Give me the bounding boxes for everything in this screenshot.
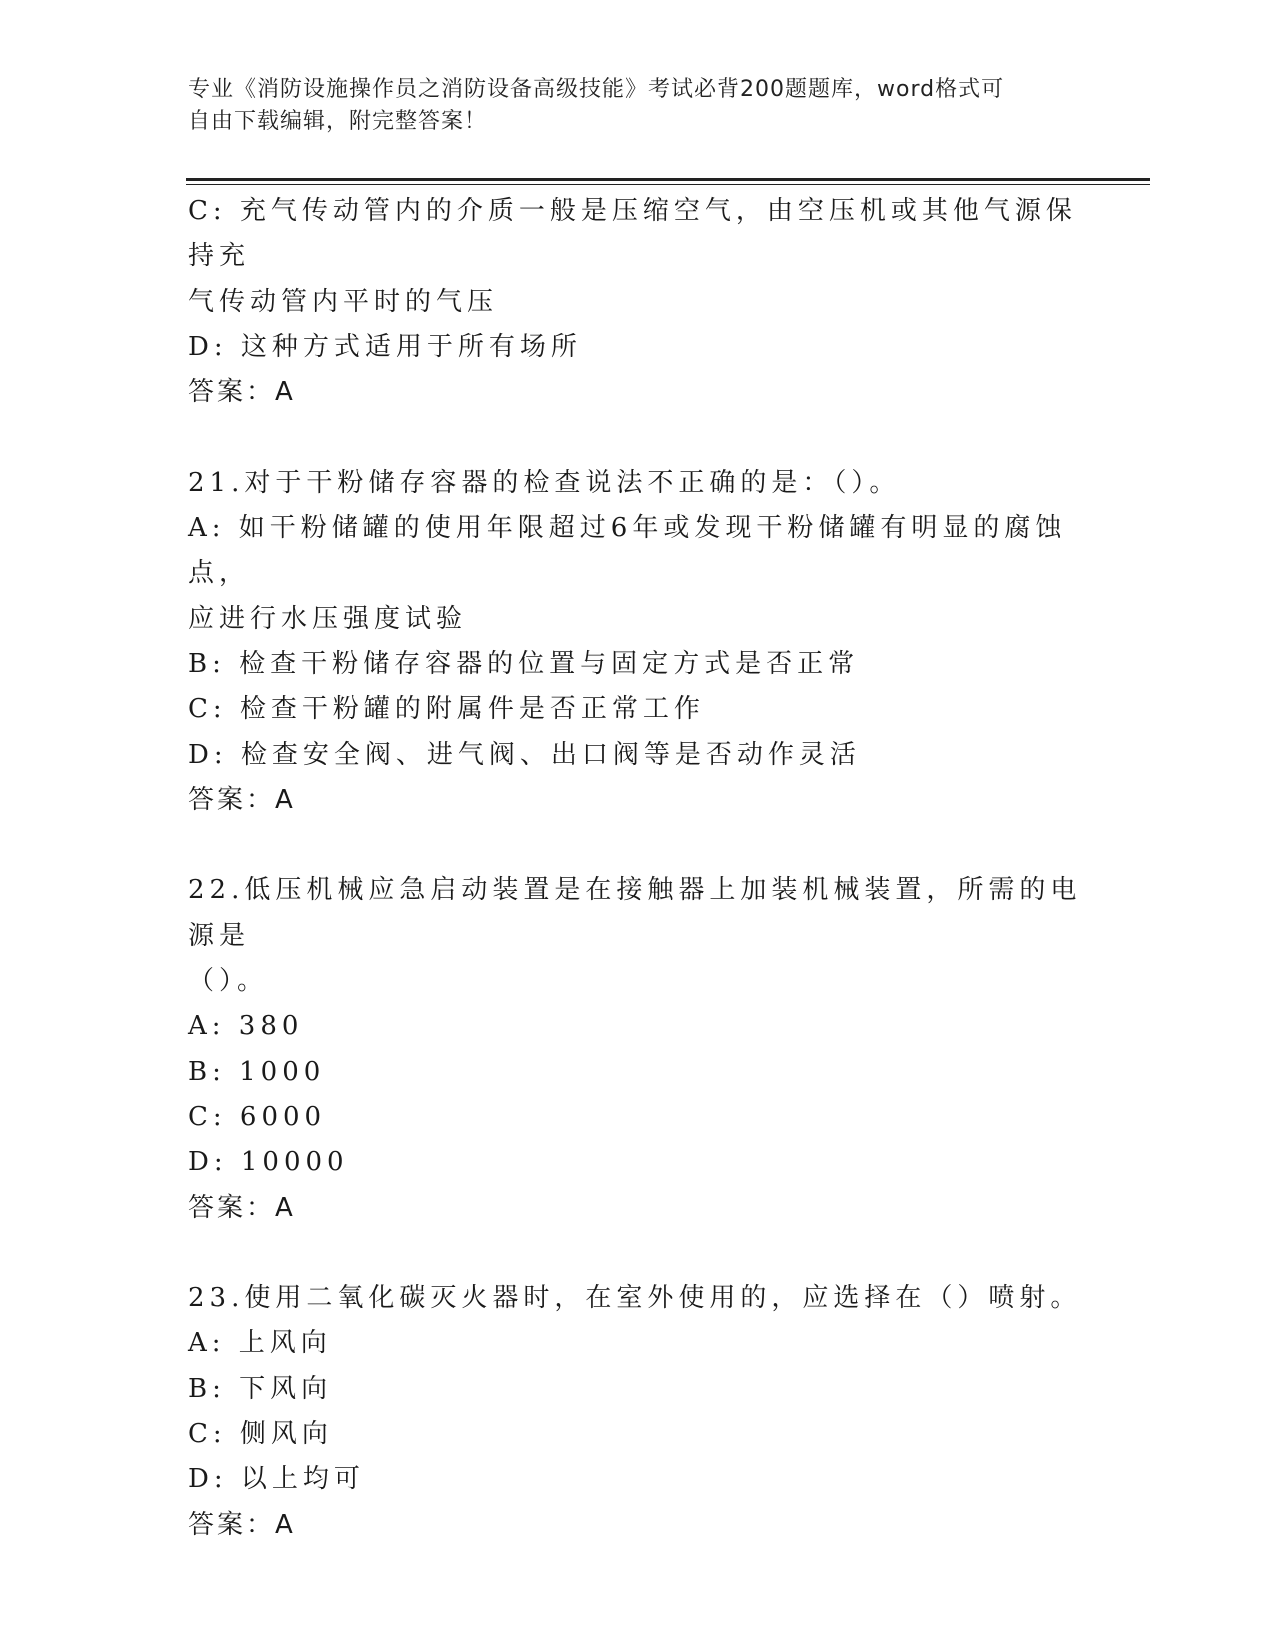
answer: 答案：A	[188, 1509, 296, 1540]
question-stem: 21.对于干粉储存容器的检查说法不正确的是：（）。	[188, 467, 901, 498]
answer: 答案：A	[188, 1192, 296, 1223]
option-a-line-2: 应进行水压强度试验	[188, 603, 468, 634]
option-c-line-2: 气传动管内平时的气压	[188, 286, 499, 317]
answer: 答案：A	[188, 377, 296, 408]
question-stem-line-2: （）。	[188, 966, 269, 997]
option-c-line-1: C: 充气传动管内的介质一般是压缩空气，由空压机或其他气源保持充	[188, 196, 1077, 272]
spacer	[188, 415, 1088, 460]
option-a-line-1: A: 如干粉储罐的使用年限超过6年或发现干粉储罐有明显的腐蚀点，	[188, 513, 1067, 589]
question-20-continued	[188, 189, 1088, 415]
option-d: D: 以上均可	[188, 1464, 365, 1495]
option-d: D: 检查安全阀、进气阀、出口阀等是否动作灵活	[188, 739, 861, 770]
option-c: C: 6000	[188, 1101, 327, 1132]
option-d: D: 10000	[188, 1147, 349, 1178]
spacer	[188, 1231, 1088, 1276]
option-a: A: 上风向	[188, 1328, 332, 1359]
option-a: A: 380	[188, 1011, 304, 1042]
header-divider-thin	[186, 184, 1150, 185]
answer: 答案：A	[188, 784, 296, 815]
option-b: B: 1000	[188, 1056, 326, 1087]
question-21	[188, 461, 1088, 823]
option-b: B: 下风向	[188, 1373, 333, 1404]
question-23	[188, 1276, 1088, 1548]
spacer	[188, 823, 1088, 868]
question-list	[188, 189, 1088, 1548]
question-stem: 23.使用二氧化碳灭火器时，在室外使用的，应选择在（）喷射。	[188, 1283, 1082, 1314]
document-header	[188, 74, 1068, 138]
option-c: C: 检查干粉罐的附属件是否正常工作	[188, 694, 705, 725]
question-22	[188, 868, 1088, 1230]
header-line-1: 专业《消防设施操作员之消防设备高级技能》考试必背200题题库，word格式可	[188, 77, 1005, 102]
option-d: D: 这种方式适用于所有场所	[188, 331, 582, 362]
option-b: B: 检查干粉储存容器的位置与固定方式是否正常	[188, 648, 860, 679]
option-c: C: 侧风向	[188, 1419, 333, 1450]
header-line-2: 自由下载编辑，附完整答案！	[188, 109, 488, 134]
header-divider-thick	[186, 178, 1150, 181]
question-stem-line-1: 22.低压机械应急启动装置是在接触器上加装机械装置，所需的电源是	[188, 875, 1082, 951]
